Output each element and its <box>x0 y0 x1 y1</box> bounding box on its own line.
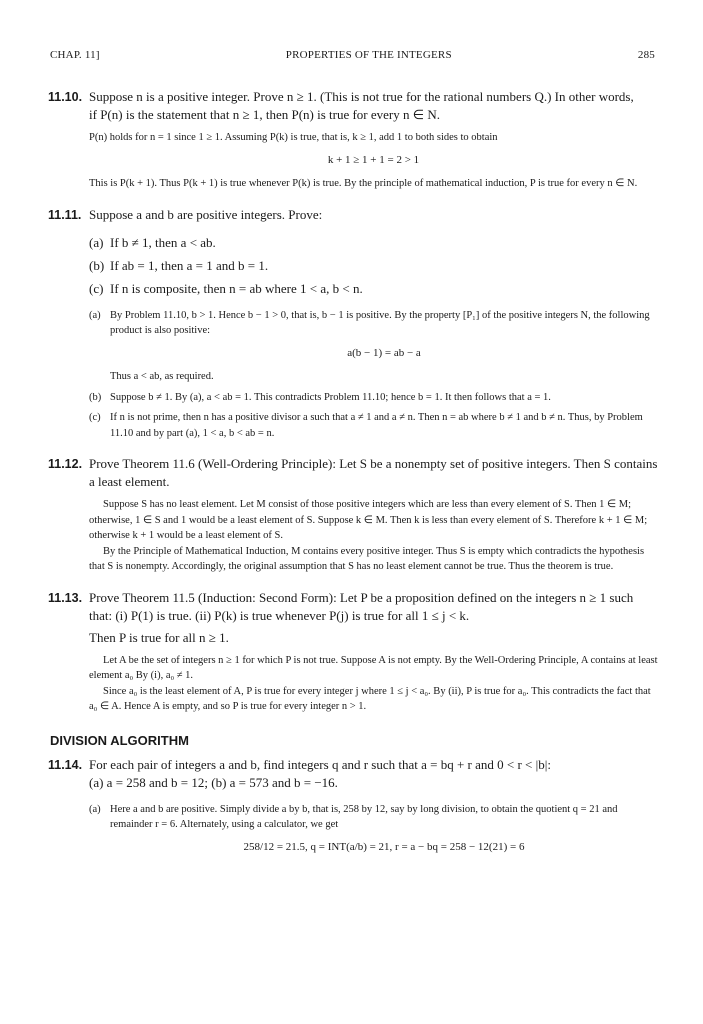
problem-number: 11.13. <box>48 590 83 605</box>
solution-11-10 <box>48 130 658 192</box>
part-text: If n is composite, then n = ab where 1 < a, b < n. <box>110 280 363 296</box>
equation: a(b − 1) = ab − a <box>347 346 421 359</box>
solution-text: Thus a < ab, as required. <box>110 371 214 382</box>
problem-part <box>48 234 658 252</box>
solution-part-a <box>48 308 658 385</box>
page-body <box>48 88 658 863</box>
solution-text: Suppose S has no least element. Let M consist of those positive integers which are less than every element of S. Then 1 ∈ M; otherwise, 1 ∈ S and 1 would be a least element of S. Suppose k ∈ M. Then k is less than every element of S. Therefore k + 1 ∈ M; otherwise k + 1 would be a least element of S. <box>89 499 648 541</box>
problem-statement-cont: (a) a = 258 and b = 12; (b) a = 573 and b = −16. <box>89 774 338 790</box>
problem-statement: Prove Theorem 11.6 (Well-Ordering Principle): Let S be a nonempty set of positive integers. Then S contains a least element. <box>89 456 658 489</box>
solution-text: By the Principle of Mathematical Induction, M contains every positive integer. Thus S is empty which contradicts the hypothesis that S is nonempty. Accordingly, the original assumption that S has no least element cannot be true. Thus the theorem is true. <box>89 545 645 572</box>
part-label: (a) <box>89 309 101 321</box>
problem-11-14 <box>48 756 658 792</box>
problem-number: 11.10. <box>48 90 83 104</box>
solution-part-c <box>48 410 658 441</box>
problem-statement: Prove Theorem 11.5 (Induction: Second Form): Let P be a proposition defined on the integers n ≥ 1 such that: (i) P(1) is true. (ii) P(k) is true whenever P(j) is true for all 1 ≤ j < k. <box>89 589 634 623</box>
problem-11-13 <box>48 589 658 647</box>
problem-11-12 <box>48 455 658 491</box>
problem-part <box>48 257 658 275</box>
part-label: (a) <box>89 803 101 815</box>
solution-11-12 <box>48 497 658 575</box>
part-label: (b) <box>89 391 102 403</box>
problem-11-11 <box>48 206 658 224</box>
section-heading: DIVISION ALGORITHM <box>50 732 189 748</box>
solution-text: By Problem 11.10, b > 1. Hence b − 1 > 0, that is, b − 1 is positive. By the property [P₁] of the positive integers N, the following product is also positive: <box>110 309 650 336</box>
solution-text: Let A be the set of integers n ≥ 1 for which P is not true. Suppose A is not empty. By the Well-Ordering Principle, A contains at least element a₀ By (i), a₀ ≠ 1. <box>89 654 658 681</box>
solution-text: Suppose b ≠ 1. By (a), a < ab = 1. This contradicts Problem 11.10; hence b = 1. It then follows that a = 1. <box>110 391 551 403</box>
problem-statement-cont: if P(n) is the statement that n ≥ 1, then P(n) is true for every n ∈ N. <box>89 107 440 122</box>
solution-text: Since a₀ is the least element of A, P is true for every integer j where 1 ≤ j < a₀. By (ii), P is true for a₀. This contradicts the fact that a₀ ∈ A. Hence A is empty, and so P is true for every integer n > 1. <box>89 685 651 712</box>
equation: 258/12 = 21.5, q = INT(a/b) = 21, r = a − bq = 258 − 12(21) = 6 <box>243 840 525 853</box>
page-header <box>50 49 655 61</box>
equation: k + 1 ≥ 1 + 1 = 2 > 1 <box>327 153 420 166</box>
part-label: (a) <box>89 234 104 250</box>
problem-number: 11.14. <box>48 757 83 772</box>
solution-11-13 <box>48 653 658 715</box>
part-label: (c) <box>89 280 104 296</box>
problem-part <box>48 280 658 298</box>
problem-11-10 <box>48 88 658 124</box>
problem-number: 11.11. <box>48 207 82 222</box>
problem-statement: Suppose a and b are positive integers. Prove: <box>89 206 323 222</box>
part-label: (b) <box>89 257 105 273</box>
problem-statement-cont: Then P is true for all n ≥ 1. <box>89 629 229 645</box>
problem-statement: Suppose n is a positive integer. Prove n ≥ 1. (This is not true for the rational numbers Q.) In other words, <box>89 89 634 104</box>
running-title: PROPERTIES OF THE INTEGERS <box>285 49 452 61</box>
solution-part-a <box>48 802 658 856</box>
problem-number: 11.12. <box>48 457 83 471</box>
solution-part-b <box>48 390 658 406</box>
part-text: If ab = 1, then a = 1 and b = 1. <box>110 257 269 273</box>
part-label: (c) <box>89 412 101 423</box>
part-text: If b ≠ 1, then a < ab. <box>110 234 216 250</box>
solution-text: This is P(k + 1). Thus P(k + 1) is true whenever P(k) is true. By the principle of mathematical induction, P is true for every n ∈ N. <box>89 178 638 189</box>
chapter-label: CHAP. 11] <box>50 49 100 61</box>
page-number: 285 <box>637 49 655 61</box>
solution-text: If n is not prime, then n has a positive divisor a such that a ≠ 1 and a ≠ n. Then n = ab where b ≠ 1 and b ≠ n. Thus, by Problem 11.10 and by part (a), 1 < a, b < ab = n. <box>110 412 643 439</box>
solution-text: Here a and b are positive. Simply divide a by b, that is, 258 by 12, say by long division, to obtain the quotient q = 21 and remainder r = 6. Alternately, using a calculator, we get <box>110 803 618 830</box>
problem-statement: For each pair of integers a and b, find integers q and r such that a = bq + r and 0 < r < |b|: <box>89 756 551 772</box>
solution-text: P(n) holds for n = 1 since 1 ≥ 1. Assuming P(k) is true, that is, k ≥ 1, add 1 to both sides to obtain <box>89 132 498 143</box>
